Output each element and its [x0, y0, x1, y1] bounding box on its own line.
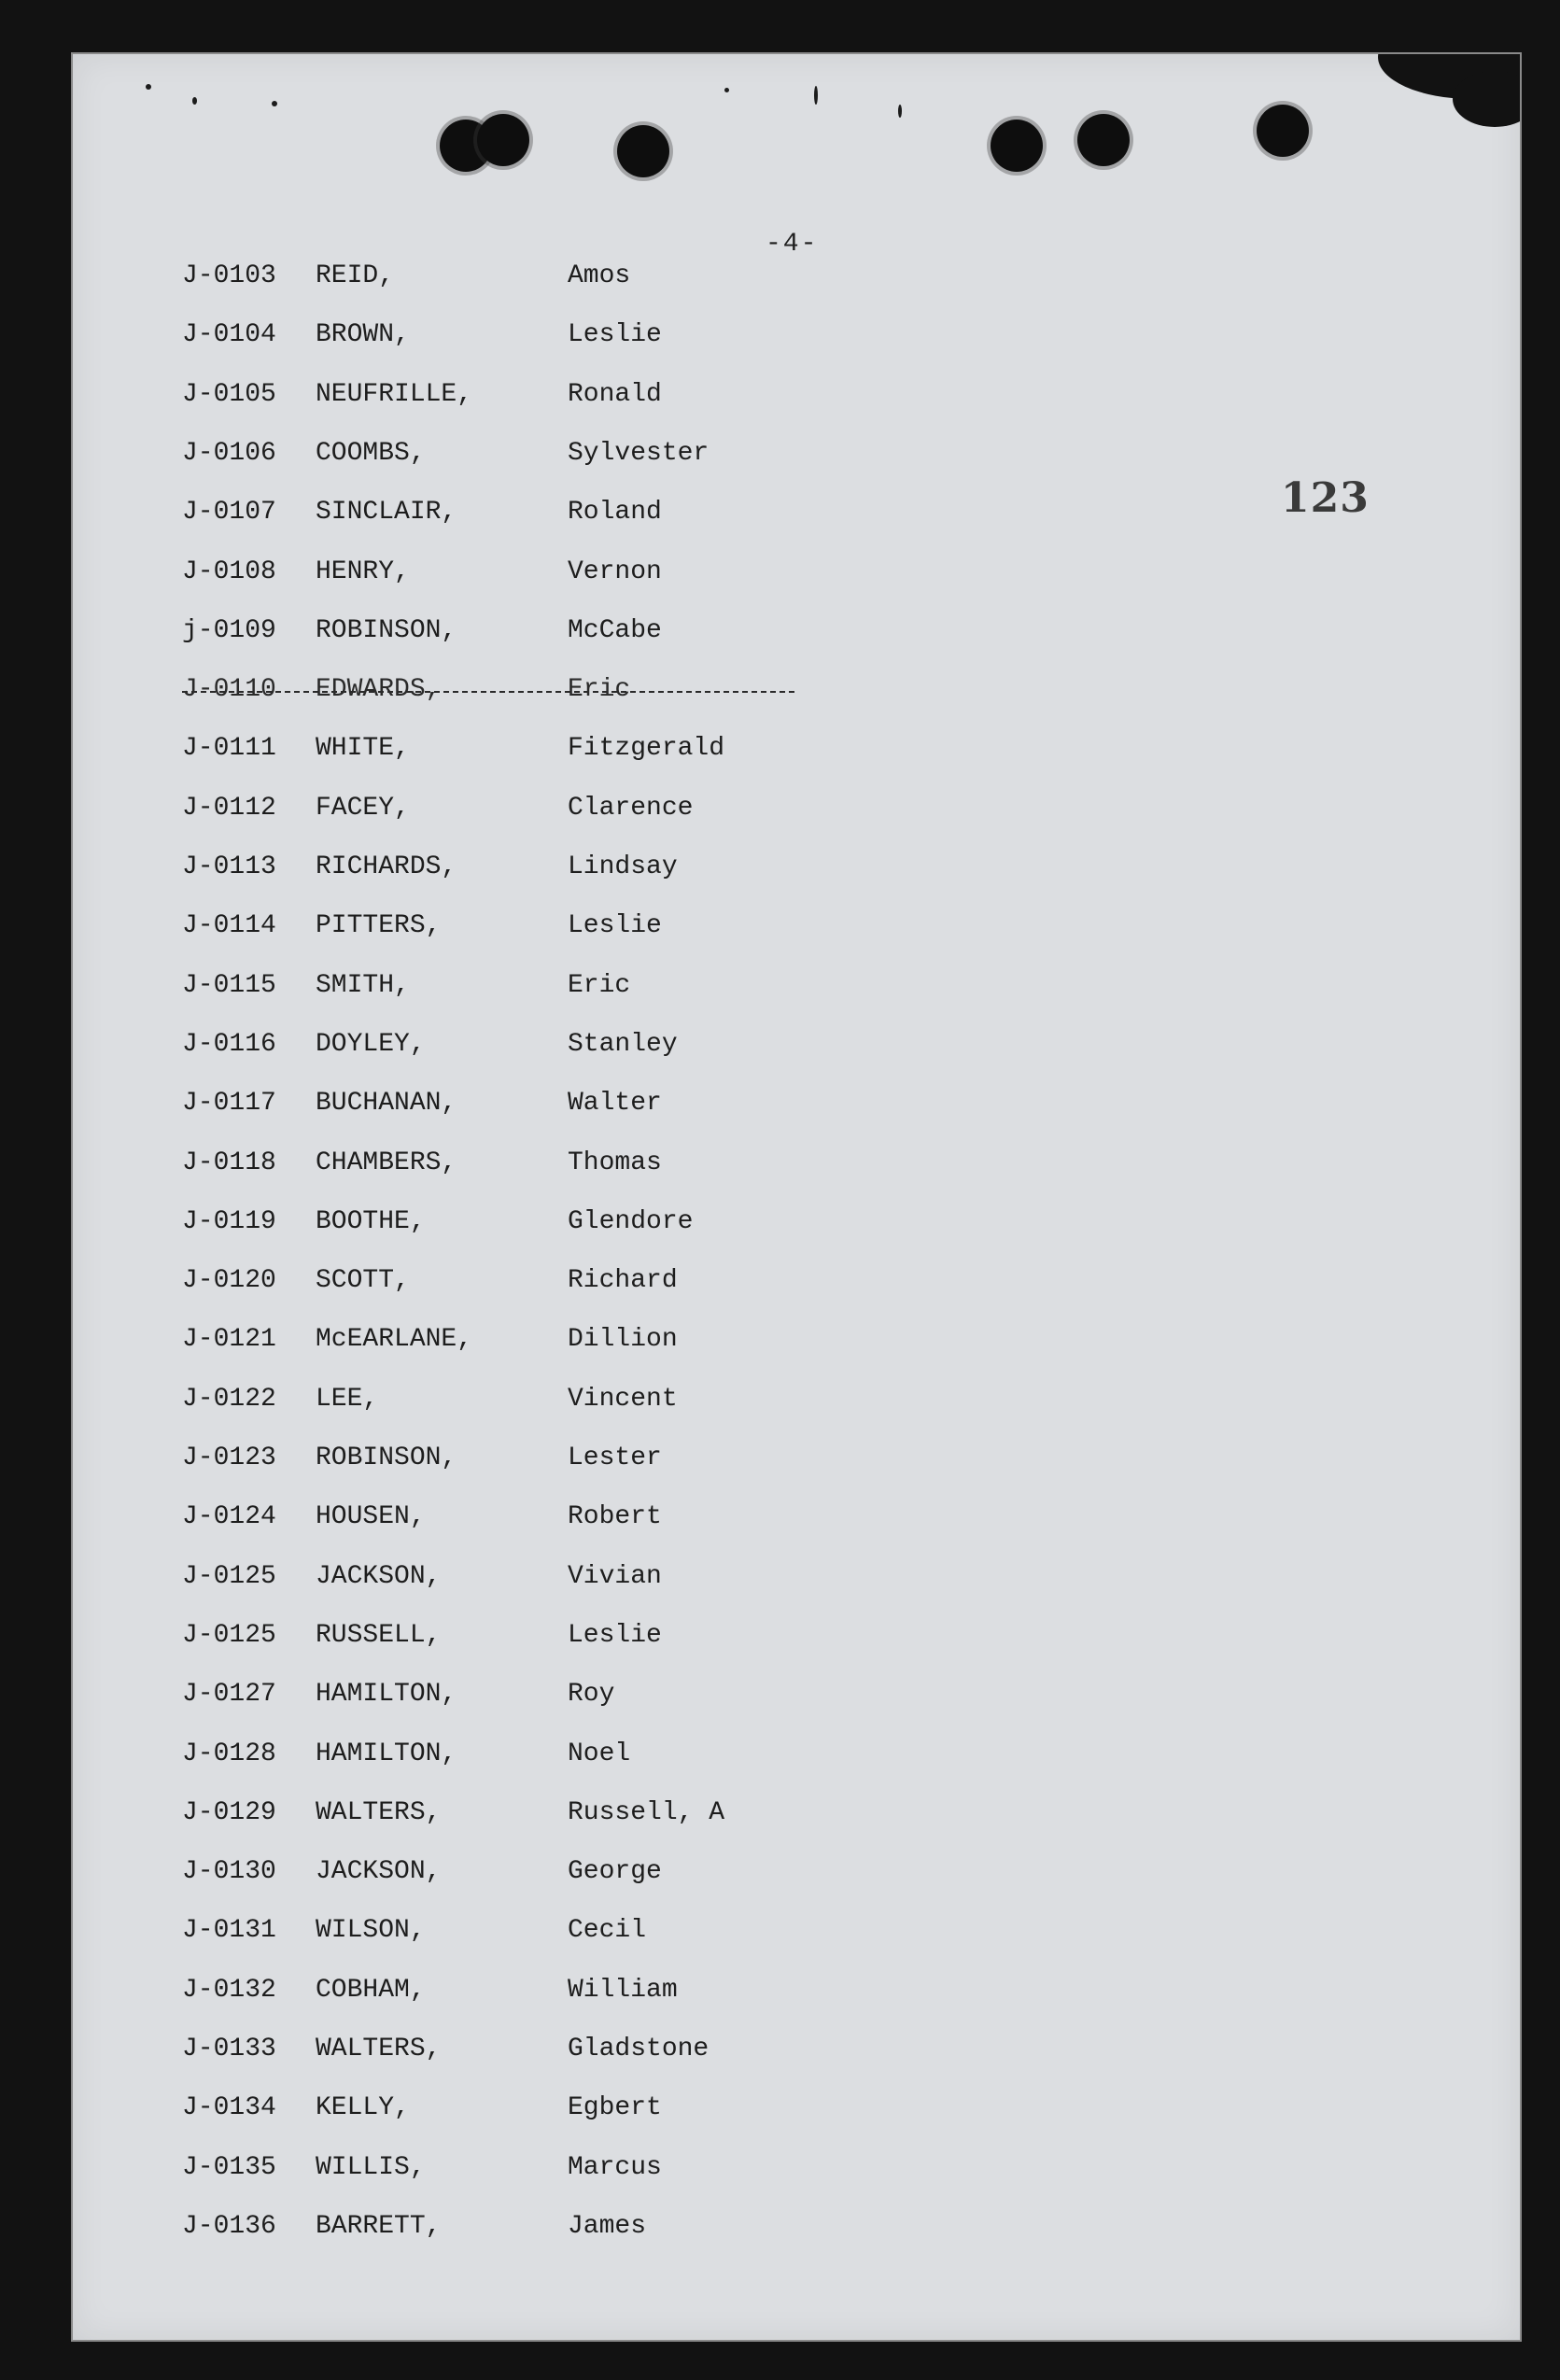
surname: SINCLAIR, [316, 498, 457, 527]
strikethrough-line [182, 691, 794, 693]
surname: KELLY, [316, 2093, 410, 2122]
surname: WILLIS, [316, 2153, 426, 2182]
surname: PITTERS, [316, 911, 442, 940]
punch-hole [477, 114, 529, 166]
record-id: J-0117 [182, 1089, 276, 1118]
roster-row [0, 613, 840, 650]
given-name: Lindsay [568, 852, 678, 881]
roster-row [0, 1440, 840, 1477]
surname: HAMILTON, [316, 1680, 457, 1709]
given-name: Lester [568, 1443, 662, 1472]
surname: BOOTHE, [316, 1207, 426, 1236]
given-name: Walter [568, 1089, 662, 1118]
given-name: Noel [568, 1739, 631, 1768]
roster-row [0, 554, 840, 591]
roster-row [0, 1321, 840, 1359]
surname: COBHAM, [316, 1976, 426, 2005]
given-name: Amos [568, 261, 631, 290]
roster-row [0, 1204, 840, 1241]
record-id: J-0128 [182, 1739, 276, 1768]
record-id: J-0110 [182, 675, 276, 704]
roster-row [0, 435, 840, 472]
record-id: J-0111 [182, 734, 276, 763]
roster-row [0, 1558, 840, 1596]
speck [146, 84, 151, 90]
record-id: J-0107 [182, 498, 276, 527]
given-name: Roy [568, 1680, 615, 1709]
page-number: -4- [766, 230, 819, 259]
given-name: Marcus [568, 2153, 662, 2182]
roster-row [0, 967, 840, 1005]
surname: REID, [316, 261, 395, 290]
struck-roster-row [0, 671, 840, 709]
roster-row [0, 1736, 840, 1773]
given-name: Thomas [568, 1148, 662, 1177]
record-id: J-0103 [182, 261, 276, 290]
surname: ROBINSON, [316, 1443, 457, 1472]
record-id: J-0132 [182, 1976, 276, 2005]
punch-hole [1077, 114, 1130, 166]
given-name: Vivian [568, 1562, 662, 1591]
surname: EDWARDS, [316, 675, 442, 704]
record-id: J-0105 [182, 380, 276, 409]
given-name: Eric [568, 971, 631, 1000]
roster-row [0, 1145, 840, 1182]
roster-row [0, 908, 840, 945]
surname: RICHARDS, [316, 852, 457, 881]
record-id: J-0115 [182, 971, 276, 1000]
surname: CHAMBERS, [316, 1148, 457, 1177]
surname: WALTERS, [316, 2035, 442, 2063]
record-id: J-0113 [182, 852, 276, 881]
record-id: J-0133 [182, 2035, 276, 2063]
roster-row [0, 1499, 840, 1536]
record-id: J-0108 [182, 557, 276, 586]
punch-hole [1257, 105, 1309, 157]
given-name: Stanley [568, 1030, 678, 1059]
given-name: Russell, A [568, 1798, 725, 1827]
given-name: Cecil [568, 1916, 647, 1945]
given-name: James [568, 2212, 647, 2241]
surname: McEARLANE, [316, 1325, 473, 1354]
record-id: J-0122 [182, 1385, 276, 1414]
surname: WALTERS, [316, 1798, 442, 1827]
roster-row [0, 2031, 840, 2068]
roster-row [0, 258, 840, 295]
record-id: J-0134 [182, 2093, 276, 2122]
roster-row [0, 494, 840, 531]
surname: SMITH, [316, 971, 410, 1000]
record-id: J-0135 [182, 2153, 276, 2182]
record-id: J-0114 [182, 911, 276, 940]
record-id: j-0109 [182, 616, 276, 645]
surname: JACKSON, [316, 1562, 442, 1591]
surname: HENRY, [316, 557, 410, 586]
record-id: J-0129 [182, 1798, 276, 1827]
stamp-number: 123 [1281, 474, 1370, 522]
given-name: Leslie [568, 1621, 662, 1650]
speck [814, 86, 818, 105]
roster-row [0, 2208, 840, 2246]
roster-row [0, 2090, 840, 2127]
speck [192, 97, 197, 105]
given-name: Fitzgerald [568, 734, 725, 763]
record-id: J-0104 [182, 320, 276, 349]
roster-row [0, 1972, 840, 2009]
roster-row [0, 1381, 840, 1418]
punch-hole [991, 120, 1043, 172]
given-name: Dillion [568, 1325, 678, 1354]
surname: WILSON, [316, 1916, 426, 1945]
roster-row [0, 1085, 840, 1122]
surname: HOUSEN, [316, 1502, 426, 1531]
given-name: George [568, 1857, 662, 1886]
given-name: Vincent [568, 1385, 678, 1414]
surname: LEE, [316, 1385, 379, 1414]
torn-corner-fragment [1453, 71, 1522, 127]
roster-row [0, 1026, 840, 1063]
roster-row [0, 790, 840, 827]
roster-row [0, 1912, 840, 1950]
roster-row [0, 317, 840, 354]
given-name: Glendore [568, 1207, 694, 1236]
roster-row [0, 2149, 840, 2187]
speck [724, 88, 729, 92]
surname: HAMILTON, [316, 1739, 457, 1768]
roster-row [0, 1676, 840, 1713]
record-id: J-0131 [182, 1916, 276, 1945]
given-name: Leslie [568, 911, 662, 940]
record-id: J-0124 [182, 1502, 276, 1531]
surname: SCOTT, [316, 1266, 410, 1295]
punch-hole [617, 125, 669, 177]
record-id: J-0125 [182, 1562, 276, 1591]
given-name: Sylvester [568, 439, 710, 468]
roster-row [0, 730, 840, 768]
record-id: J-0127 [182, 1680, 276, 1709]
speck [272, 101, 277, 106]
surname: BROWN, [316, 320, 410, 349]
surname: ROBINSON, [316, 616, 457, 645]
roster-row [0, 1795, 840, 1832]
given-name: William [568, 1976, 678, 2005]
surname: BARRETT, [316, 2212, 442, 2241]
roster-row [0, 1853, 840, 1891]
given-name: Vernon [568, 557, 662, 586]
given-name: Egbert [568, 2093, 662, 2122]
given-name: Eric [568, 675, 631, 704]
given-name: Roland [568, 498, 662, 527]
record-id: J-0125 [182, 1621, 276, 1650]
record-id: J-0119 [182, 1207, 276, 1236]
given-name: Richard [568, 1266, 678, 1295]
given-name: Leslie [568, 320, 662, 349]
record-id: J-0118 [182, 1148, 276, 1177]
surname: JACKSON, [316, 1857, 442, 1886]
record-id: J-0112 [182, 794, 276, 823]
surname: FACEY, [316, 794, 410, 823]
given-name: McCabe [568, 616, 662, 645]
surname: NEUFRILLE, [316, 380, 473, 409]
surname: RUSSELL, [316, 1621, 442, 1650]
roster-row [0, 849, 840, 886]
given-name: Ronald [568, 380, 662, 409]
roster-row [0, 1262, 840, 1300]
record-id: J-0123 [182, 1443, 276, 1472]
record-id: J-0106 [182, 439, 276, 468]
given-name: Clarence [568, 794, 694, 823]
surname: DOYLEY, [316, 1030, 426, 1059]
given-name: Gladstone [568, 2035, 710, 2063]
surname: WHITE, [316, 734, 410, 763]
roster-row [0, 1617, 840, 1655]
record-id: J-0121 [182, 1325, 276, 1354]
record-id: J-0120 [182, 1266, 276, 1295]
surname: BUCHANAN, [316, 1089, 457, 1118]
record-id: J-0116 [182, 1030, 276, 1059]
roster-row [0, 376, 840, 414]
record-id: J-0136 [182, 2212, 276, 2241]
record-id: J-0130 [182, 1857, 276, 1886]
given-name: Robert [568, 1502, 662, 1531]
speck [898, 105, 902, 118]
surname: COOMBS, [316, 439, 426, 468]
